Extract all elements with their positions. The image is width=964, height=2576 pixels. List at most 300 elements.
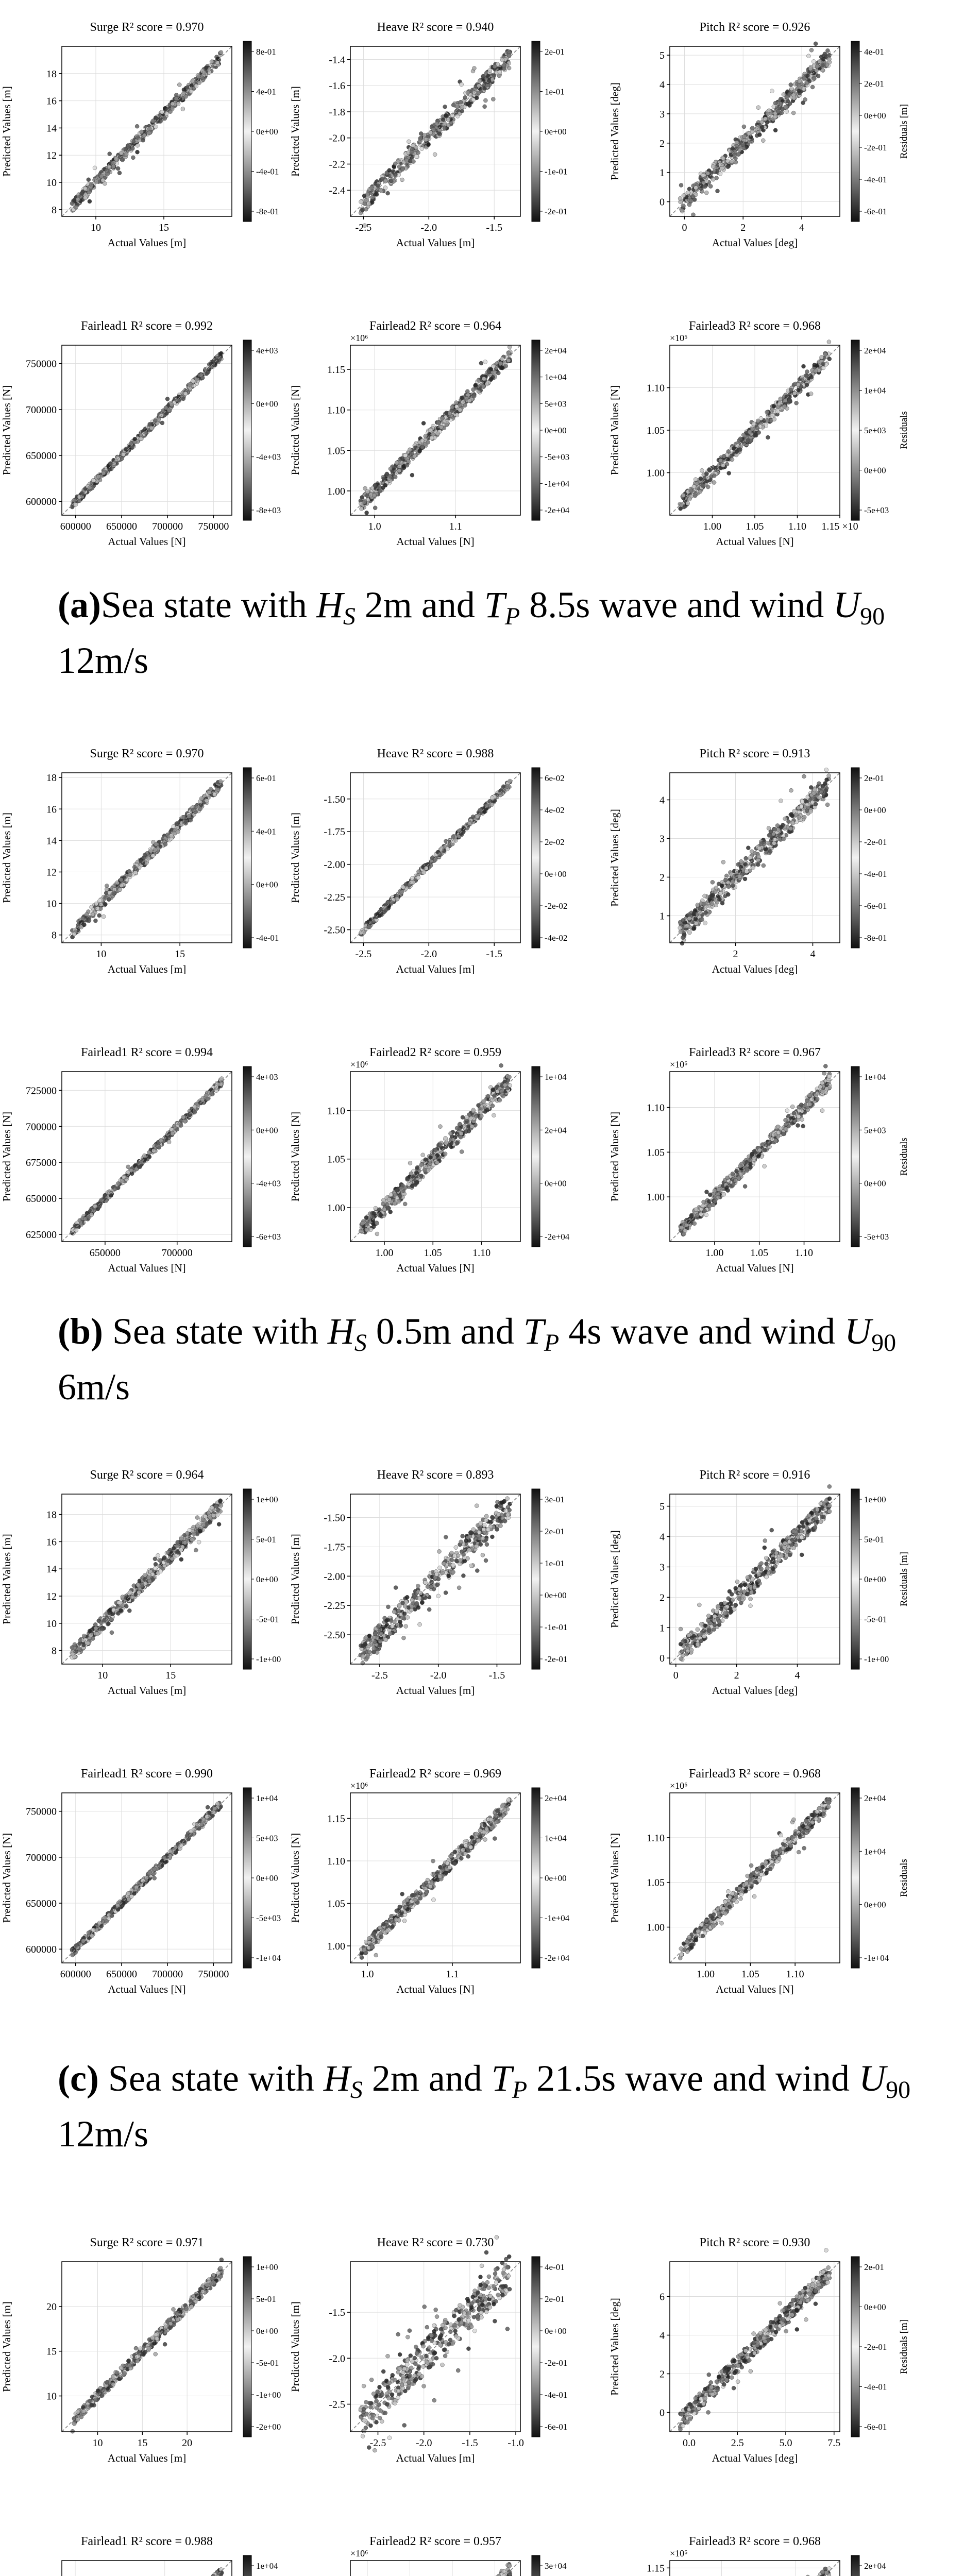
data-point [466,90,470,94]
chart-title: Pitch R² score = 0.913 [699,747,810,760]
y-tick-label: 2 [659,872,665,884]
y-tick-label: 2 [659,138,665,149]
x-tick-label: 2 [740,222,746,233]
data-point [82,923,86,927]
data-point [459,100,463,104]
colorbar-tick-label: -6e-01 [864,207,887,216]
data-point [170,107,174,111]
data-point [768,833,772,837]
data-point [791,111,796,115]
colorbar-tick-label: 6e-02 [545,773,565,783]
x-tick-label: 10 [91,222,101,233]
colorbar-tick-label: 0e+00 [256,1125,278,1136]
data-point [737,874,741,878]
data-point [365,489,369,494]
y-axis-label: Predicted Values [N] [1,385,13,476]
data-point [364,1215,368,1219]
colorbar [532,41,540,222]
data-point [122,1175,126,1179]
colorbar-tick-label: 0e+00 [864,805,886,815]
data-point [712,473,716,478]
data-point [379,188,383,192]
data-point [209,787,213,791]
y-tick-label: 725000 [26,1085,57,1097]
colorbar-tick-label: 5e+03 [545,399,567,409]
data-point [212,792,216,796]
y-tick-label: 8 [52,929,57,941]
data-point [438,1125,443,1129]
data-point [827,340,831,344]
data-point [455,1141,459,1145]
colorbar-tick-label: 2e+04 [864,346,886,355]
colorbar-label: Residuals [899,411,909,449]
data-point [810,85,815,89]
data-point [780,111,784,115]
caption-subscript: S [343,603,356,630]
data-point [405,1177,410,1181]
x-tick-label: 650000 [89,1247,121,1259]
data-point [792,392,797,396]
data-point [101,178,105,182]
data-point [731,146,735,150]
x-axis-label: Actual Values [m] [107,963,187,975]
data-point [455,1126,459,1130]
data-point [784,105,788,109]
data-point [218,779,223,784]
data-point [680,941,684,945]
data-point [754,433,758,437]
data-point [455,413,459,417]
data-point [726,885,731,889]
data-point [502,63,506,67]
data-point [412,160,416,164]
data-point [99,1198,104,1202]
data-point [789,87,793,91]
data-point [508,1075,512,1079]
colorbar [851,768,859,948]
data-point [730,160,734,164]
data-point [714,886,718,890]
colorbar [243,340,251,520]
data-point [74,205,78,209]
data-point [419,1163,424,1167]
data-point [360,507,364,511]
data-point [773,115,777,119]
subfigure-caption [58,577,934,688]
y-tick-label: 600000 [26,496,57,508]
data-point [112,891,116,895]
x-axis-label: Actual Values [N] [396,535,475,548]
data-point [750,126,754,130]
data-point [704,191,708,195]
data-point [364,207,368,211]
caption-text: 2m and [355,584,484,625]
data-point [191,79,195,83]
data-point [498,70,502,74]
data-point [458,408,462,412]
data-point [783,404,787,409]
data-point [496,371,500,375]
data-point [805,374,809,378]
y-tick-label: -2.0 [329,132,345,144]
data-point [83,186,87,190]
colorbar-tick-label: 0e+00 [256,879,278,890]
data-point [687,917,691,921]
data-point [181,1115,185,1119]
y-axis-label: Predicted Values [N] [289,385,301,476]
x-tick-label: 700000 [152,521,183,532]
data-point [825,803,830,807]
data-point [471,98,476,102]
data-point [782,92,786,96]
data-point [751,866,755,870]
data-point [736,862,740,867]
data-point [773,128,777,132]
data-point [693,494,697,498]
colorbar [851,41,859,222]
data-point [444,1136,448,1140]
y-tick-label: 14 [46,835,57,847]
data-point [359,200,363,204]
data-point [809,375,814,379]
y-tick-label: 1 [659,167,665,179]
data-point [70,505,74,509]
colorbar-tick-label: 5e+03 [864,426,886,435]
colorbar-tick-label: -4e-01 [864,175,887,184]
data-point [421,1153,425,1157]
data-point [743,877,747,881]
data-point [505,785,510,789]
data-point [373,483,377,487]
data-point [687,497,691,501]
data-point [765,410,769,414]
data-point [393,475,397,479]
data-point [792,809,797,813]
data-point [817,795,821,800]
x-axis-label: Actual Values [N] [108,1262,186,1274]
data-point [722,454,726,458]
data-point [407,140,411,144]
data-point [809,48,814,52]
scatter-chart [289,1046,570,1274]
x-axis-label: Actual Values [m] [107,236,187,249]
data-point [176,830,180,834]
data-point [473,383,478,387]
y-tick-label: 5 [659,50,665,62]
data-point [454,401,458,405]
data-point [488,799,492,803]
colorbar-tick-label: 0e+00 [256,127,278,137]
data-point [410,473,414,477]
data-point [99,903,103,907]
data-point [418,449,422,453]
data-point [485,1108,489,1112]
y-tick-label: 0 [659,196,665,208]
data-point [482,74,486,78]
data-point [116,166,120,171]
data-point [460,109,464,113]
data-point [165,833,170,837]
data-point [136,150,140,154]
colorbar-tick-label: 4e+03 [256,346,278,355]
caption-label: (a) [58,584,101,625]
data-point [729,872,733,876]
x-tick-label: 10 [96,948,107,960]
scatter-chart [289,747,567,975]
data-point [732,447,736,451]
caption-symbol: T [484,584,505,625]
data-point [681,918,685,922]
data-point [367,201,371,206]
caption-subscript: 90 [860,603,885,630]
data-point [720,884,724,888]
colorbar-tick-label: 4e+03 [256,1072,278,1082]
data-point [94,902,98,906]
y-tick-label: -1.8 [329,106,345,118]
data-point [500,366,504,370]
data-point [87,178,91,182]
data-point [742,134,747,139]
caption-text: Sea state with [100,584,316,625]
data-point [154,125,158,129]
chart-title: Surge R² score = 0.970 [90,21,204,34]
data-point [704,472,708,476]
data-point [449,1131,453,1136]
y-tick-label: -1.75 [324,826,345,838]
data-point [83,1217,88,1221]
data-point [445,423,449,427]
colorbar-tick-label: 2e-01 [864,773,884,783]
data-point [142,856,146,860]
data-point [460,396,464,400]
data-point [108,462,112,466]
data-point [491,97,495,101]
data-point [118,888,122,892]
colorbar [243,41,251,222]
y-tick-label: -2.50 [324,924,345,936]
data-point [383,483,387,487]
x-tick-label: -2.0 [420,222,437,233]
data-point [93,1205,97,1209]
data-point [805,370,809,374]
data-point [219,50,223,55]
data-point [360,208,364,212]
data-point [721,157,725,161]
x-tick-label: 650000 [106,521,137,532]
data-point [805,803,809,807]
y-axis-label: Predicted Values [m] [1,812,13,903]
data-point [756,862,760,867]
data-point [760,125,764,129]
data-point [183,392,188,396]
y-tick-label: -1.50 [324,793,345,805]
data-point [687,202,691,207]
data-point [447,123,451,127]
data-point [151,119,155,123]
x-tick-label: 1.1 [449,521,462,532]
data-point [157,1145,161,1149]
data-point [117,171,122,175]
data-point [817,782,821,786]
data-point [163,116,167,121]
data-point [407,460,411,464]
data-point [788,398,792,402]
data-point [770,413,774,417]
axis-offset-label: ×10⁶ [670,333,688,343]
y-tick-label: 750000 [26,358,57,370]
data-point [823,352,827,357]
colorbar-tick-label: -4e+03 [256,1178,281,1189]
y-tick-label: 1.10 [327,404,345,416]
data-point [205,66,209,70]
data-point [130,1172,134,1176]
caption-symbol: H [316,584,343,625]
data-point [419,131,423,135]
data-point [825,778,829,782]
data-point [506,351,511,355]
data-point [141,138,145,142]
data-point [108,152,112,156]
data-point [119,878,123,882]
data-point [744,856,748,860]
data-point [703,894,707,898]
caption-text: 8.5s wave and wind [520,584,834,625]
data-point [88,199,92,204]
data-point [126,144,130,148]
colorbar-tick-label: -8e-01 [256,207,279,216]
y-axis-label: Predicted Values [m] [1,86,13,177]
data-point [824,768,828,772]
data-point [146,856,150,860]
colorbar-tick-label: -4e-01 [256,933,279,943]
data-point [386,191,390,195]
data-point [389,179,393,183]
chart-title: Heave R² score = 0.988 [377,747,494,760]
data-point [694,478,698,482]
data-point [479,361,483,365]
x-axis-label: Actual Values [N] [108,535,186,548]
data-point [726,165,730,169]
data-point [768,850,772,854]
colorbar-tick-label: -2e-01 [545,207,568,216]
data-point [386,901,391,905]
colorbar [532,768,540,948]
data-point [183,819,188,823]
data-point [418,136,422,140]
data-point [487,370,491,374]
data-point [805,809,809,813]
data-point [167,1140,171,1144]
x-tick-label: -2.5 [355,948,372,960]
data-point [443,105,447,109]
data-point [762,863,766,868]
data-point [698,906,702,910]
data-point [373,506,377,510]
data-point [93,919,97,923]
data-point [757,846,762,851]
data-point [789,388,793,392]
colorbar-tick-label: 1e+04 [545,372,567,382]
data-point [767,826,771,831]
data-point [488,69,492,73]
data-point [711,880,715,884]
data-point [105,887,109,891]
data-point [97,913,102,918]
data-point [824,786,828,790]
data-point [160,421,164,425]
data-point [140,130,144,134]
data-point [372,493,376,497]
data-point [411,144,415,148]
data-point [493,64,497,69]
data-point [98,899,102,903]
data-point [681,936,685,940]
data-point [816,74,820,78]
data-point [752,422,756,426]
data-point [461,400,465,404]
data-point [706,485,710,489]
data-point [802,364,806,368]
data-point [742,125,746,129]
colorbar-tick-label: 4e-02 [545,805,565,815]
data-point [797,388,801,392]
data-point [414,155,418,159]
y-tick-label: 1.15 [327,364,345,376]
data-point [802,774,806,778]
data-point [436,432,440,436]
data-point [133,871,138,875]
data-point [678,196,682,200]
data-point [485,1104,489,1108]
data-point [815,364,819,368]
colorbar [532,340,540,520]
data-point [176,102,180,106]
data-point [404,883,408,887]
y-tick-label: 1.05 [327,445,345,457]
data-point [408,448,412,452]
data-point [766,435,770,439]
data-point [759,841,764,845]
data-point [420,445,425,449]
data-point [721,463,725,467]
y-tick-label: 650000 [26,1193,57,1205]
data-point [182,815,186,819]
data-point [714,903,718,907]
data-point [444,113,448,117]
x-tick-label: 4 [799,222,805,233]
data-point [419,1174,424,1178]
y-axis-label: Predicted Values [N] [608,385,621,476]
data-point [393,162,397,166]
data-point [472,394,476,398]
data-point [472,66,476,71]
scatter-chart [289,21,567,249]
data-point [692,484,696,488]
data-point [436,421,441,425]
data-point [789,82,793,87]
data-point [757,133,762,137]
data-point [443,1152,447,1156]
data-point [435,122,439,126]
data-point [112,888,116,892]
data-point [806,54,810,58]
y-tick-label: -2.4 [329,185,345,197]
x-axis-label: Actual Values [m] [396,963,475,975]
colorbar [243,768,251,948]
colorbar-tick-label: 4e-01 [256,87,276,97]
data-point [797,816,801,820]
y-tick-label: 4 [659,79,665,91]
